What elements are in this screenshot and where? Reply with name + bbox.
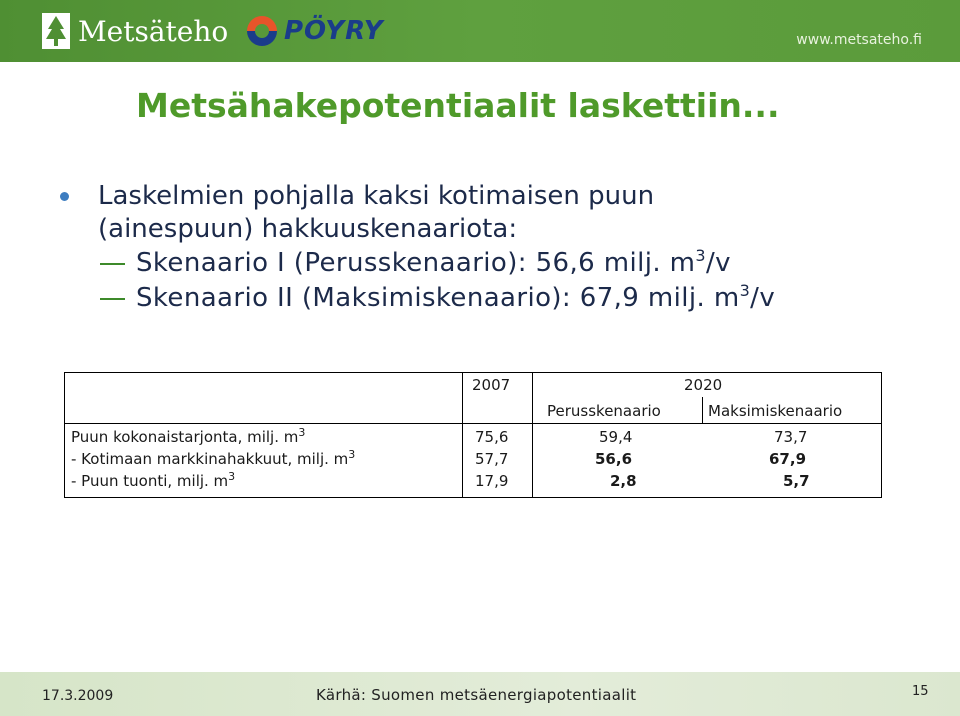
header-year-2020: 2020 — [684, 376, 723, 394]
sub-item-suffix: /v — [706, 248, 731, 278]
header-bar — [0, 0, 960, 62]
row-label — [71, 428, 305, 446]
poyry-swirl-icon — [244, 13, 280, 49]
table-divider — [532, 373, 533, 497]
poyry-logo-text: PÖYRY — [284, 16, 384, 46]
header-maksimiskenaario: Maksimiskenaario — [708, 402, 843, 420]
table-divider — [462, 373, 463, 497]
metsateho-logo-text: Metsäteho — [78, 14, 229, 48]
page-number: 15 — [912, 684, 929, 699]
cell-perus: 2,8 — [610, 472, 637, 490]
header-perusskenaario: Perusskenaario — [547, 402, 661, 420]
dash-icon — [100, 263, 125, 265]
slide-title: Metsähakepotentiaalit laskettiin... — [136, 86, 780, 125]
footer-bar — [0, 672, 960, 716]
header-year-2007: 2007 — [472, 376, 511, 394]
sub-item-suffix: /v — [750, 283, 776, 313]
bullet-item — [60, 180, 940, 246]
bullet-line-1: Laskelmien pohjalla kaksi kotimaisen puun — [98, 181, 655, 211]
row-label — [71, 450, 355, 468]
cell-maksimi: 67,9 — [769, 450, 807, 468]
sub-item-scenario-1 — [60, 246, 940, 281]
superscript: 3 — [228, 470, 236, 483]
cell-2007: 75,6 — [475, 428, 509, 446]
footer-title: Kärhä: Suomen metsäenergiapotentiaalit — [316, 686, 637, 704]
superscript: 3 — [695, 246, 707, 265]
bullet-dot-icon — [60, 192, 69, 201]
data-table — [64, 372, 882, 498]
row-label-text: - Kotimaan markkinahakkuut, milj. m — [71, 450, 349, 468]
cell-perus: 59,4 — [599, 428, 633, 446]
bullet-list — [60, 180, 940, 316]
row-label — [71, 472, 235, 490]
tree-icon — [40, 11, 72, 51]
cell-maksimi: 73,7 — [774, 428, 808, 446]
cell-maksimi: 5,7 — [783, 472, 810, 490]
cell-perus: 56,6 — [595, 450, 633, 468]
superscript: 3 — [298, 426, 306, 439]
poyry-logo[interactable] — [244, 12, 384, 50]
sub-item-text: Skenaario I (Perusskenaario): 56,6 milj. m — [136, 248, 696, 278]
dash-icon — [100, 298, 125, 300]
sub-item-scenario-2 — [60, 281, 940, 316]
table-divider — [65, 423, 881, 424]
footer-date: 17.3.2009 — [42, 688, 114, 704]
cell-2007: 17,9 — [475, 472, 509, 490]
site-url[interactable]: www.metsateho.fi — [796, 32, 922, 48]
superscript: 3 — [739, 281, 751, 300]
table-divider — [702, 397, 703, 424]
sub-item-text: Skenaario II (Maksimiskenaario): 67,9 milj. m — [136, 283, 740, 313]
metsateho-logo[interactable] — [40, 10, 228, 52]
bullet-line-2: (ainespuun) hakkuuskenaariota: — [98, 214, 518, 244]
row-label-text: Puun kokonaistarjonta, milj. m — [71, 428, 299, 446]
superscript: 3 — [348, 448, 356, 461]
row-label-text: - Puun tuonti, milj. m — [71, 472, 229, 490]
cell-2007: 57,7 — [475, 450, 509, 468]
